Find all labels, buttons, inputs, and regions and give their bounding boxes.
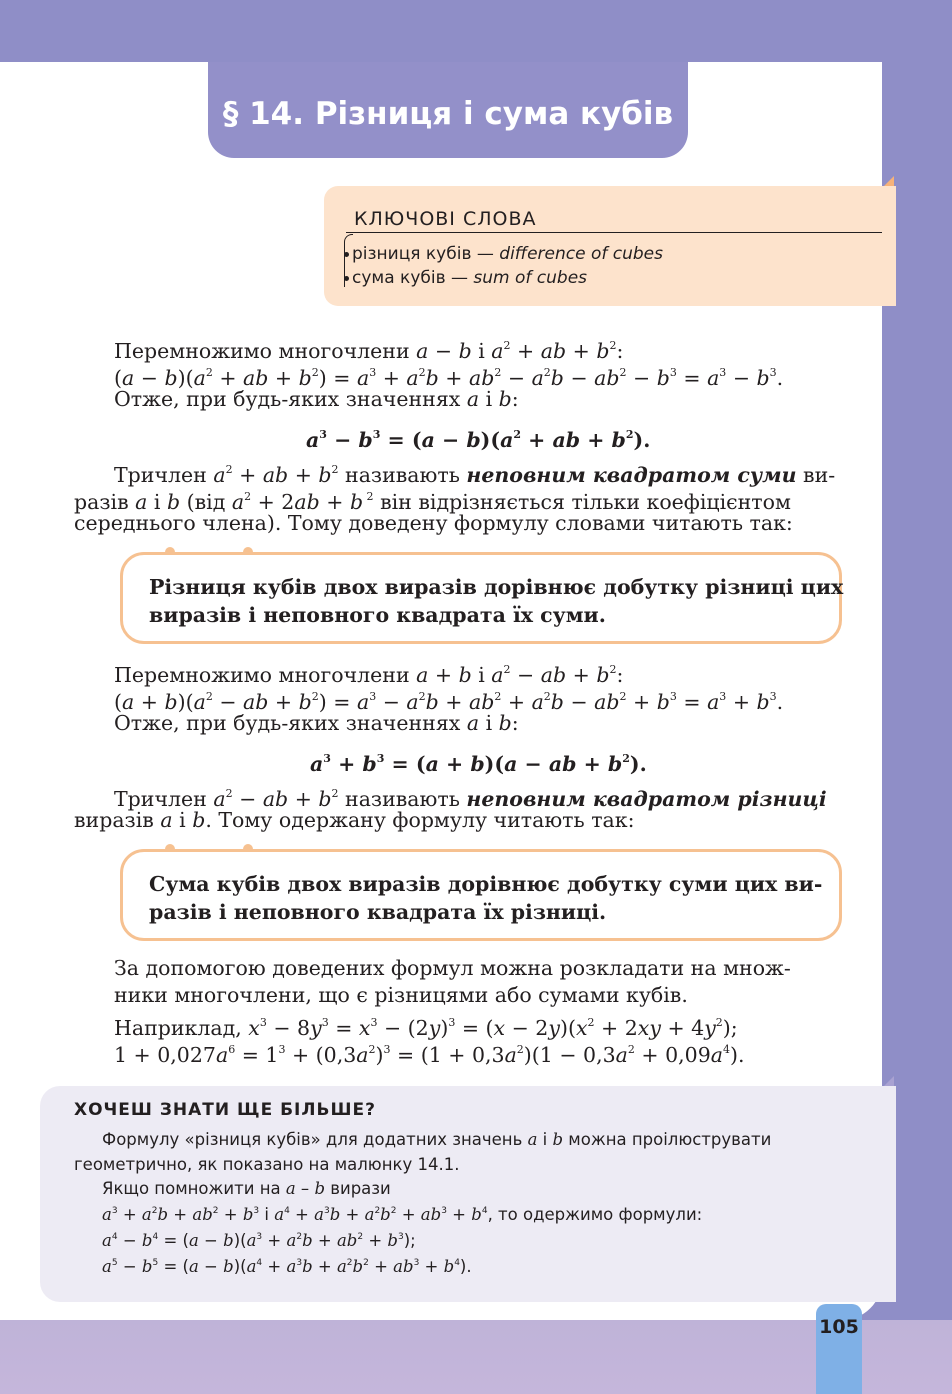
text-line: Тричлен $a^2$ + ab + $b^2$ називають неповним квадратом суми ви- bbox=[114, 463, 836, 487]
page-number: 105 bbox=[816, 1304, 862, 1394]
header-band bbox=[180, 0, 720, 62]
formula-line: $(a + b)(a^2$ − ab + $b^2) = a^3 - a^2b + ab^2 + a^2b - ab^2 + b^3 = a^3 + b^3$. bbox=[114, 690, 784, 714]
know-more-heading: ХОЧЕШ ЗНАТИ ЩЕ БІЛЬШЕ? bbox=[74, 1100, 376, 1120]
page-title: § 14. Різниця і сума кубів bbox=[222, 96, 674, 132]
know-more-formula: $a^4 - b^4 = (a - b)(a^3 + a^2b + ab^2 + b^3)$; bbox=[102, 1231, 416, 1250]
example-line: $1 + 0,027a^6 = 1^3 + (0,3a^2)^3 = (1 + 0,3a^2)(1 - 0,3a^2 + 0,09a^4)$. bbox=[114, 1043, 745, 1067]
text-line: Перемножимо многочлени a + b і $a^2$ − ab + $b^2$: bbox=[114, 663, 624, 687]
keyword-item: сума кубів — sum of cubes bbox=[352, 268, 587, 288]
text-line: разів a і b (від $a^2 + 2ab + b$ $^2$ він відрізняється тільки коефіцієнтом bbox=[74, 490, 791, 514]
text-line: виразів a і b. Тому одержану формулу читають так: bbox=[74, 808, 635, 832]
keywords-divider bbox=[346, 232, 882, 233]
sum-rule-box bbox=[120, 849, 842, 941]
difference-rule-text: Різниця кубів двох виразів дорівнює добутку різниці цих виразів і неповного квадрата їх суми. bbox=[149, 575, 844, 627]
sum-of-cubes-formula: $a^3 + b^3 = (a + b)(a$ − ab + $b^2$). bbox=[310, 752, 647, 776]
text-line: середнього члена). Тому доведену формулу словами читають так: bbox=[74, 511, 793, 535]
know-more-line: $a^3 + a^2b + ab^2 + b^3$ і $a^4 + a^3b + a^2b^2 + ab^3 + b^4$, то одержимо формули: bbox=[102, 1205, 703, 1224]
know-more-box bbox=[40, 1086, 896, 1302]
example-line: Наприклад, $x^3 - 8y^3 = x^3 - (2y)^3 = (x - 2y)(x^2 + 2xy + 4y^2)$; bbox=[114, 1016, 738, 1040]
keywords-box bbox=[324, 186, 896, 306]
text-line: ники многочлени, що є різницями або сумами кубів. bbox=[114, 983, 688, 1007]
keywords-heading: КЛЮЧОВІ СЛОВА bbox=[354, 208, 537, 230]
footer-band bbox=[0, 1320, 952, 1394]
text-line: Тричлен $a^2$ − ab + $b^2$ називають неповним квадратом різниці bbox=[114, 787, 827, 811]
difference-of-cubes-formula: $a^3 - b^3 = (a - b)(a^2$ + ab + $b^2$). bbox=[306, 428, 651, 452]
text-line: Отже, при будь-яких значеннях a і b: bbox=[114, 711, 519, 735]
know-more-line: геометрично, як показано на малюнку 14.1. bbox=[74, 1155, 460, 1174]
sum-rule-text: Сума кубів двох виразів дорівнює добутку суми цих ви- разів і неповного квадрата їх різниці. bbox=[149, 872, 823, 924]
know-more-formula: $a^5 - b^5 = (a - b)(a^4 + a^3b + a^2b^2 + ab^3 + b^4)$. bbox=[102, 1257, 472, 1276]
know-more-line: Якщо помножити на a – b вирази bbox=[102, 1179, 391, 1198]
know-more-line: Формулу «різниця кубів» для додатних значень a і b можна проілюструвати bbox=[102, 1130, 772, 1149]
text-line: Отже, при будь-яких значеннях a і b: bbox=[114, 387, 519, 411]
text-line: За допомогою доведених формул можна розкладати на множ- bbox=[114, 956, 791, 980]
difference-rule-box bbox=[120, 552, 842, 644]
text-line: Перемножимо многочлени a − b і $a^2$ + ab + $b^2$: bbox=[114, 339, 624, 363]
formula-line: $(a - b)(a^2$ + ab + $b^2) = a^3 + a^2b + ab^2 - a^2b - ab^2 - b^3 = a^3 - b^3$. bbox=[114, 366, 784, 390]
keyword-item: різниця кубів — difference of cubes bbox=[352, 244, 663, 264]
